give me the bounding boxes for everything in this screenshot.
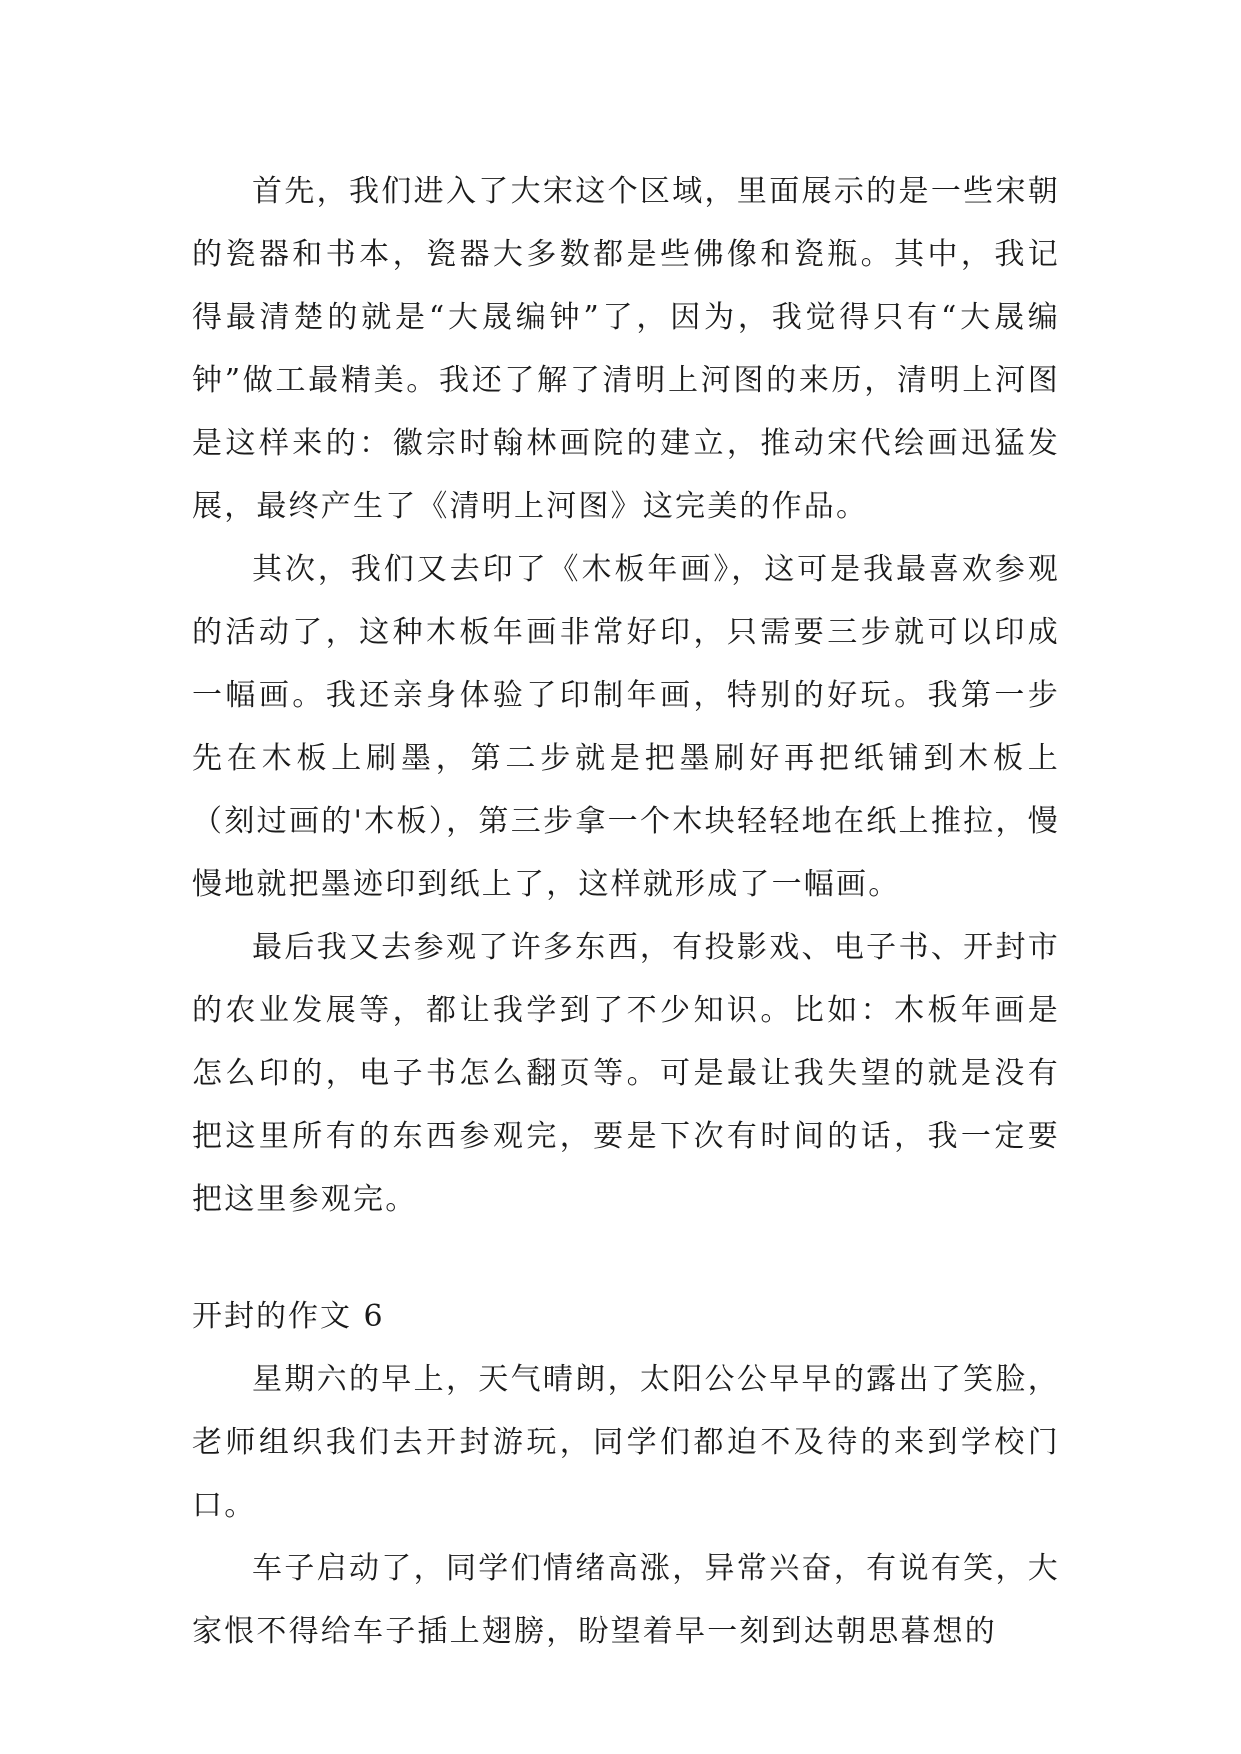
paragraph-saturday-morning: 星期六的早上，天气晴朗，太阳公公早早的露出了笑脸，老师组织我们去开封游玩，同学们都迫不及待的来到学校门口。 xyxy=(192,1362,1060,1523)
section-title: 开封的作文 6 xyxy=(192,1299,385,1334)
paragraph-woodblock-print: 其次，我们又去印了《木板年画》，这可是我最喜欢参观的活动了，这种木板年画非常好印，只需要三步就可以印成一幅画。我还亲身体验了印制年画，特别的好玩。我第一步先在木板上刷墨，第二步就是把墨刷好再把纸铺到木板上（刻过画的'木板），第三步拿一个木块轻轻地在纸上推拉，慢慢地就把墨迹印到纸上了，这样就形成了一幅画。 xyxy=(192,552,1060,902)
document-page xyxy=(192,160,1060,1663)
paragraph-conclusion: 最后我又去参观了许多东西，有投影戏、电子书、开封市的农业发展等，都让我学到了不少知识。比如：木板年画是怎么印的，电子书怎么翻页等。可是最让我失望的就是没有把这里所有的东西参观完，要是下次有时间的话，我一定要把这里参观完。 xyxy=(192,930,1060,1217)
paragraph-bus-departure: 车子启动了，同学们情绪高涨，异常兴奋，有说有笑，大家恨不得给车子插上翅膀，盼望着早一刻到达朝思暮想的 xyxy=(192,1551,1060,1649)
section-divider-space xyxy=(192,1231,1060,1285)
paragraph-song-dynasty: 首先，我们进入了大宋这个区域，里面展示的是一些宋朝的瓷器和书本，瓷器大多数都是些佛像和瓷瓶。其中，我记得最清楚的就是“大晟编钟”了，因为，我觉得只有“大晟编钟”做工最精美。我还了解了清明上河图的来历，清明上河图是这样来的：徽宗时翰林画院的建立，推动宋代绘画迅猛发展，最终产生了《清明上河图》这完美的作品。 xyxy=(192,174,1060,524)
